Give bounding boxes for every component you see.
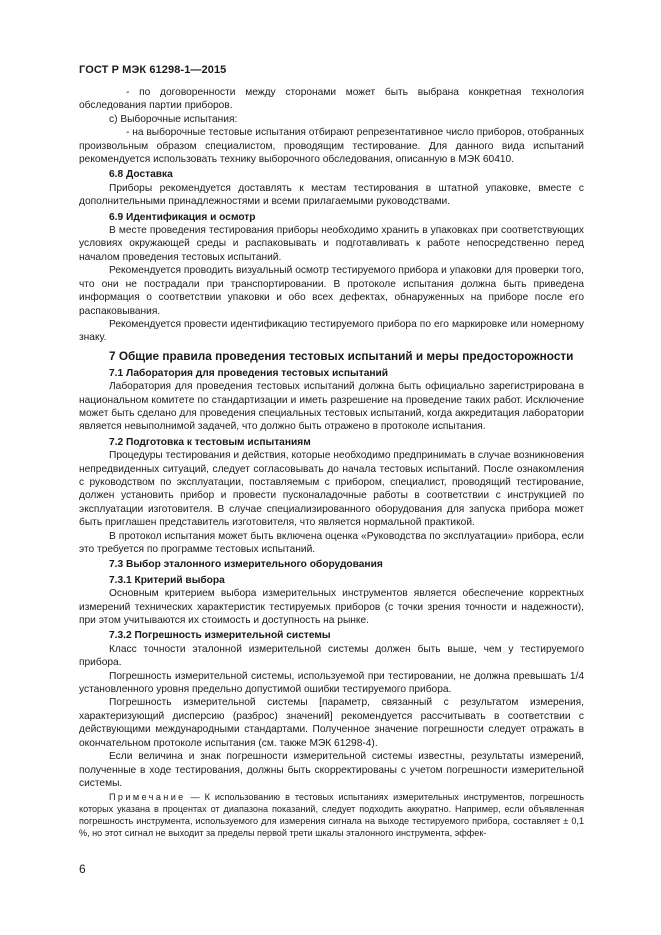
section-heading: 7.2 Подготовка к тестовым испытаниям bbox=[109, 436, 311, 448]
chapter-heading: 7 Общие правила проведения тестовых испытаний и меры предосторожности bbox=[109, 348, 574, 363]
paragraph: Рекомендуется проводить визуальный осмотр тестируемого прибора и упаковки для проверки того, что они не пострадали при транспортировании. В протоколе испытания должна быть приведена информация о соответствии упаковки и обо всех дефектах, обнаруженных на приборе после его распаковывания. bbox=[79, 265, 584, 317]
paragraph: Приборы рекомендуется доставлять к местам тестирования в штатной упаковке, вместе с дополнительными принадлежностями и всеми прилагаемыми руководствами. bbox=[79, 182, 584, 208]
paragraph: - на выборочные тестовые испытания отбирают репрезентативное число приборов, отобранных произвольным образом специалистом, проводящим тестирование. Для данного вида испытаний рекомендуется использовать технику выборочного обследования, описанную в МЭК 60410. bbox=[79, 127, 584, 166]
paragraph: В месте проведения тестирования приборы необходимо хранить в упаковках при соответствующих условиях окружающей среды и распаковывать и подготавливать к работе непосредственно перед началом проведения тестовых испытаний. bbox=[79, 225, 584, 263]
paragraph: Процедуры тестирования и действия, которые необходимо предпринимать в случае возникновения непредвиденных ситуаций, следует согласовывать до начала тестовых испытаний. После ознакомления с руководством по эксплуатации, поставляемым с прибором, специалист, проводящий тестирование, должен установить прибор и провести пусконаладочные работы в соответствии с инструкцией по эксплуатации изготовителя. В случае специализированного оборудования для запуска прибора может быть приглашен представитель изготовителя, что является нормальной практикой. bbox=[79, 450, 584, 529]
note-dash: — bbox=[185, 792, 205, 803]
note-paragraph bbox=[79, 792, 584, 839]
section-heading: 7.1 Лаборатория для проведения тестовых испытаний bbox=[109, 367, 389, 379]
paragraph: Погрешность измерительной системы, используемой при тестировании, не должна превышать 1/4 установленного уровня предельно допустимой ошибки тестируемого прибора. bbox=[79, 670, 584, 696]
paragraph: Лаборатория для проведения тестовых испытаний должна быть официально зарегистрирована в национальном комитете по стандартизации и иметь разрешение на проведение таких работ. Исключение может быть сделано для проведения специальных тестовых испытаний, когда аккредитация лаборатории является невыполнимой задачей, что должно быть отражено в протоколе испытания. bbox=[79, 381, 584, 433]
document-body bbox=[79, 86, 584, 840]
page-number: 6 bbox=[79, 862, 86, 876]
note-text: К использованию в тестовых испытаниях измерительных инструментов, погрешность которых указана в процентах от диапазона показаний, следует подходить аккуратно. Например, если объявленная погрешность инструмента, используемого для измерения сигнала на выходе тестируемого прибора, составляет ± 0,1 %, но этот сигнал не выходит за пределы первой трети шкалы эталонного инструмента, эффек- bbox=[79, 792, 584, 838]
paragraph: Рекомендуется провести идентификацию тестируемого прибора по его маркировке или номерному знаку. bbox=[79, 318, 584, 344]
section-heading: 6.8 Доставка bbox=[109, 169, 173, 181]
section-heading: 6.9 Идентификация и осмотр bbox=[109, 211, 256, 223]
paragraph: В протокол испытания может быть включена оценка «Руководства по эксплуатации» прибора, если это требуется по программе тестовых испытаний. bbox=[79, 530, 584, 555]
subsection-heading: 7.3.2 Погрешность измерительной системы bbox=[109, 630, 331, 642]
paragraph: - по договоренности между сторонами может быть выбрана конкретная технология обследования партии приборов. bbox=[79, 87, 584, 112]
section-heading: 7.3 Выбор эталонного измерительного оборудования bbox=[109, 559, 383, 571]
paragraph: Погрешность измерительной системы [параметр, связанный с результатом измерения, характеризующий дисперсию (разброс) значений] рекомендуется рассчитывать в соответствии с действующими международными стандартами. Полученное значение погрешности следует отражать в окончательном протоколе испытания (см. также МЭК 61298-4). bbox=[79, 697, 584, 749]
paragraph: Если величина и знак погрешности измерительной системы известны, результаты измерений, полученные в ходе тестирования, должны быть скорректированы с учетом погрешности измерительной системы. bbox=[79, 751, 584, 789]
document-header: ГОСТ Р МЭК 61298-1—2015 bbox=[79, 64, 227, 76]
subsection-heading: 7.3.1 Критерий выбора bbox=[109, 574, 225, 586]
paragraph: Основным критерием выбора измерительных инструментов является обеспечение корректных измерений технических характеристик тестируемых приборов (с точки зрения точности и надежности), при этом учитываются их стоимость и доступность на рынке. bbox=[79, 588, 584, 627]
list-item: c) Выборочные испытания: bbox=[109, 113, 238, 125]
paragraph: Класс точности эталонной измерительной системы должен быть выше, чем у тестируемого прибора. bbox=[79, 643, 584, 669]
note-label: Примечание bbox=[109, 792, 186, 803]
